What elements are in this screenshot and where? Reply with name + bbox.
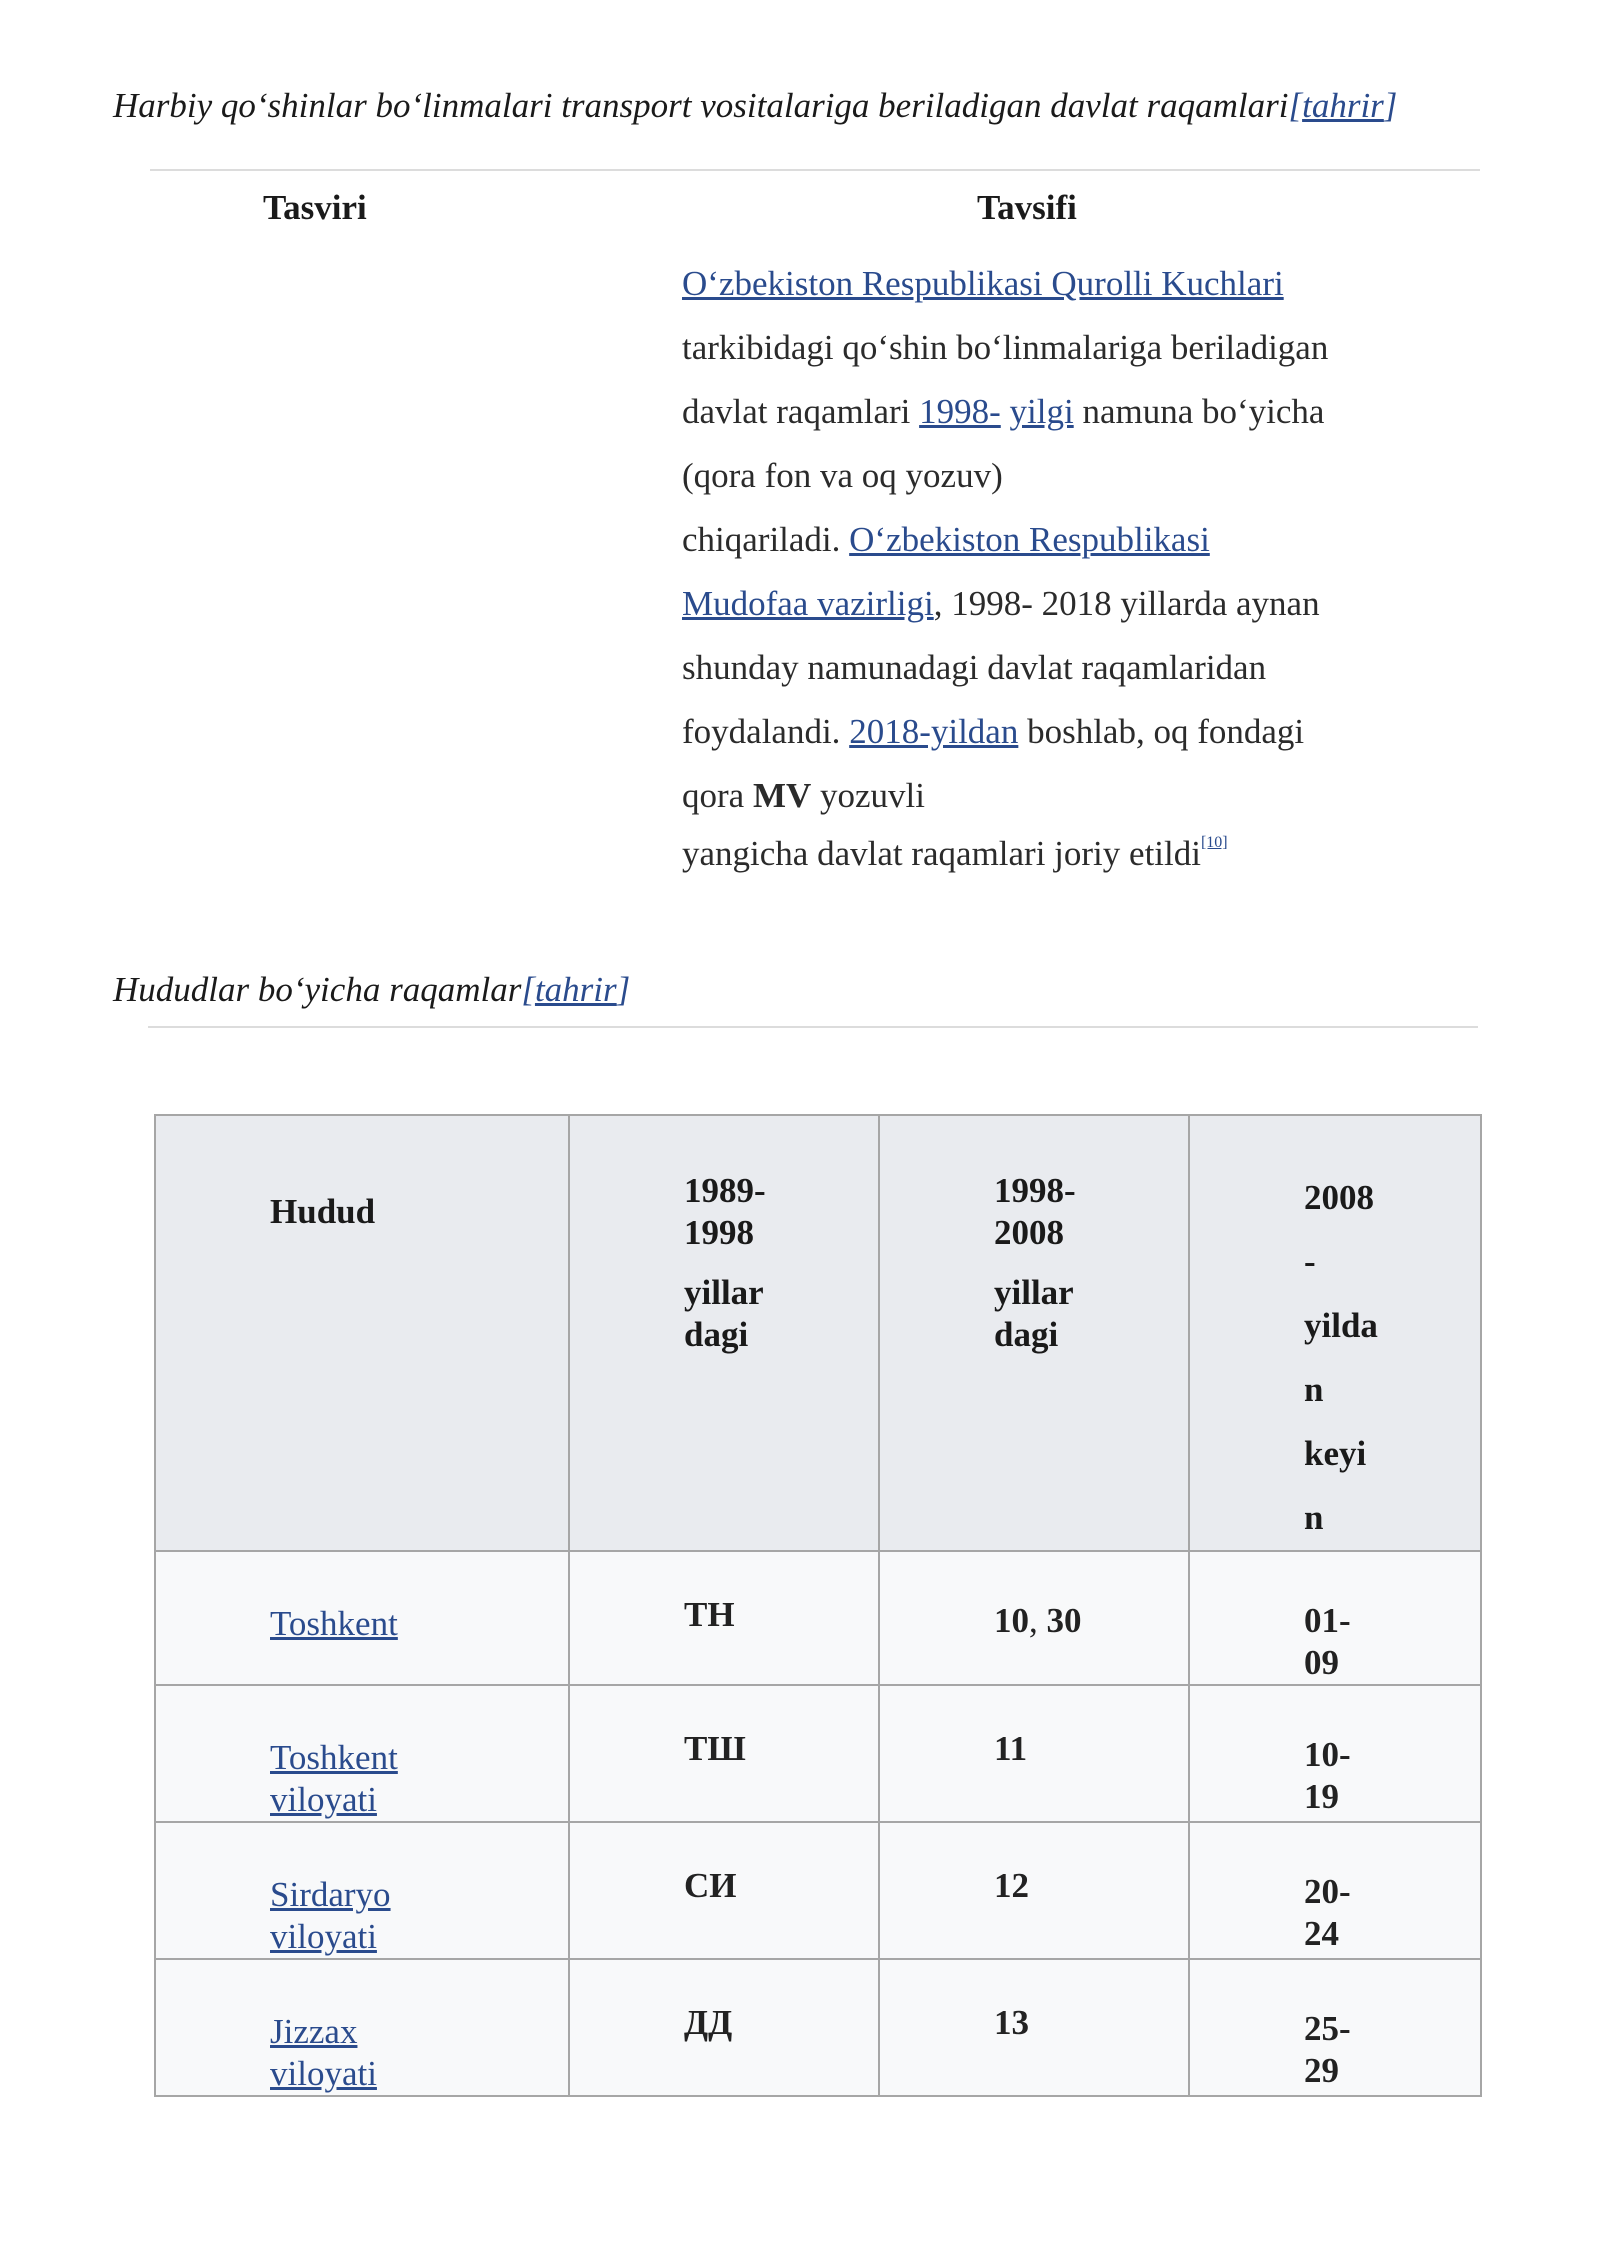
code-cell: ТН	[569, 1551, 879, 1685]
link-ministry-cont[interactable]: Mudofaa vazirligi	[682, 584, 934, 623]
header-region: Hudud	[155, 1115, 569, 1551]
header-period-after-2008: 2008 - yilda n keyi n	[1189, 1115, 1481, 1551]
code-cell: ТШ	[569, 1685, 879, 1822]
section-heading-military: Harbiy qoʻshinlar boʻlinmalari transport vositalariga beriladigan davlat raqamlari[tahrir]	[113, 86, 1398, 125]
region-link[interactable]: Jizzax viloyati	[270, 2012, 377, 2093]
region-cell	[155, 1685, 569, 1822]
column-header-image: Tasviri	[263, 188, 367, 227]
range-cell: 20- 24	[1189, 1822, 1481, 1959]
region-link[interactable]: Toshkent	[270, 1604, 398, 1643]
section-divider	[148, 1026, 1478, 1028]
table-row	[155, 1822, 1481, 1959]
table-row	[155, 1959, 1481, 2096]
link-ministry[interactable]: Oʻzbekiston Respublikasi	[849, 520, 1210, 559]
edit-link[interactable]: tahrir	[534, 970, 617, 1009]
region-cell	[155, 1959, 569, 2096]
link-armed-forces[interactable]: Oʻzbekiston Respublikasi Qurolli Kuchlari	[682, 264, 1284, 303]
range-cell: 25- 29	[1189, 1959, 1481, 2096]
region-link[interactable]: Sirdaryo viloyati	[270, 1875, 391, 1956]
section-divider	[150, 169, 1480, 171]
table-row	[155, 1685, 1481, 1822]
range-cell: 10- 19	[1189, 1685, 1481, 1822]
number-cell: 10, 30	[879, 1551, 1189, 1685]
header-period-1998-2008: 1998- 2008 yillar dagi	[879, 1115, 1189, 1551]
section-heading-regions: Hududlar boʻyicha raqamlar[tahrir]	[113, 970, 631, 1009]
number-cell: 11	[879, 1685, 1189, 1822]
range-cell: 01- 09	[1189, 1551, 1481, 1685]
section-heading-text: Hududlar boʻyicha raqamlar	[113, 970, 522, 1009]
number-cell: 13	[879, 1959, 1189, 2096]
code-cell: СИ	[569, 1822, 879, 1959]
link-2018[interactable]: 2018-yildan	[849, 712, 1019, 751]
section-heading-text: Harbiy qoʻshinlar boʻlinmalari transport vositalariga beriladigan davlat raqamlari	[113, 86, 1289, 125]
table-row	[155, 1551, 1481, 1685]
description-text: Oʻzbekiston Respublikasi Qurolli Kuchlari tarkibidagi qoʻshin boʻlinmalariga beriladigan davlat raqamlari 1998- yilgi namuna boʻyicha (qora fon va oq yozuv) chiqariladi. Oʻzbekiston Respublikasi Mudofaa vazirligi, 1998- 2018 yillarda aynan shunday namunadagi davlat raqamlaridan foydalandi. 2018-yildan boshlab, oq fondagi qora MV yozuvli yangicha davlat raqamlari joriy etildi[10]	[682, 264, 1329, 873]
regions-table	[154, 1114, 1482, 2097]
region-cell	[155, 1822, 569, 1959]
code-cell: ДД	[569, 1959, 879, 2096]
region-cell	[155, 1551, 569, 1685]
edit-link[interactable]: tahrir	[1302, 86, 1384, 125]
table-header-row	[155, 1115, 1481, 1551]
number-cell: 12	[879, 1822, 1189, 1959]
reference-link[interactable]: [10]	[1200, 834, 1228, 851]
column-header-description: Tavsifi	[977, 188, 1077, 227]
header-period-1989-1998: 1989- 1998 yillar dagi	[569, 1115, 879, 1551]
region-link[interactable]: Toshkent viloyati	[270, 1738, 398, 1819]
link-1998[interactable]: 1998-	[919, 392, 1001, 431]
link-yilgi[interactable]: yilgi	[1009, 392, 1074, 431]
